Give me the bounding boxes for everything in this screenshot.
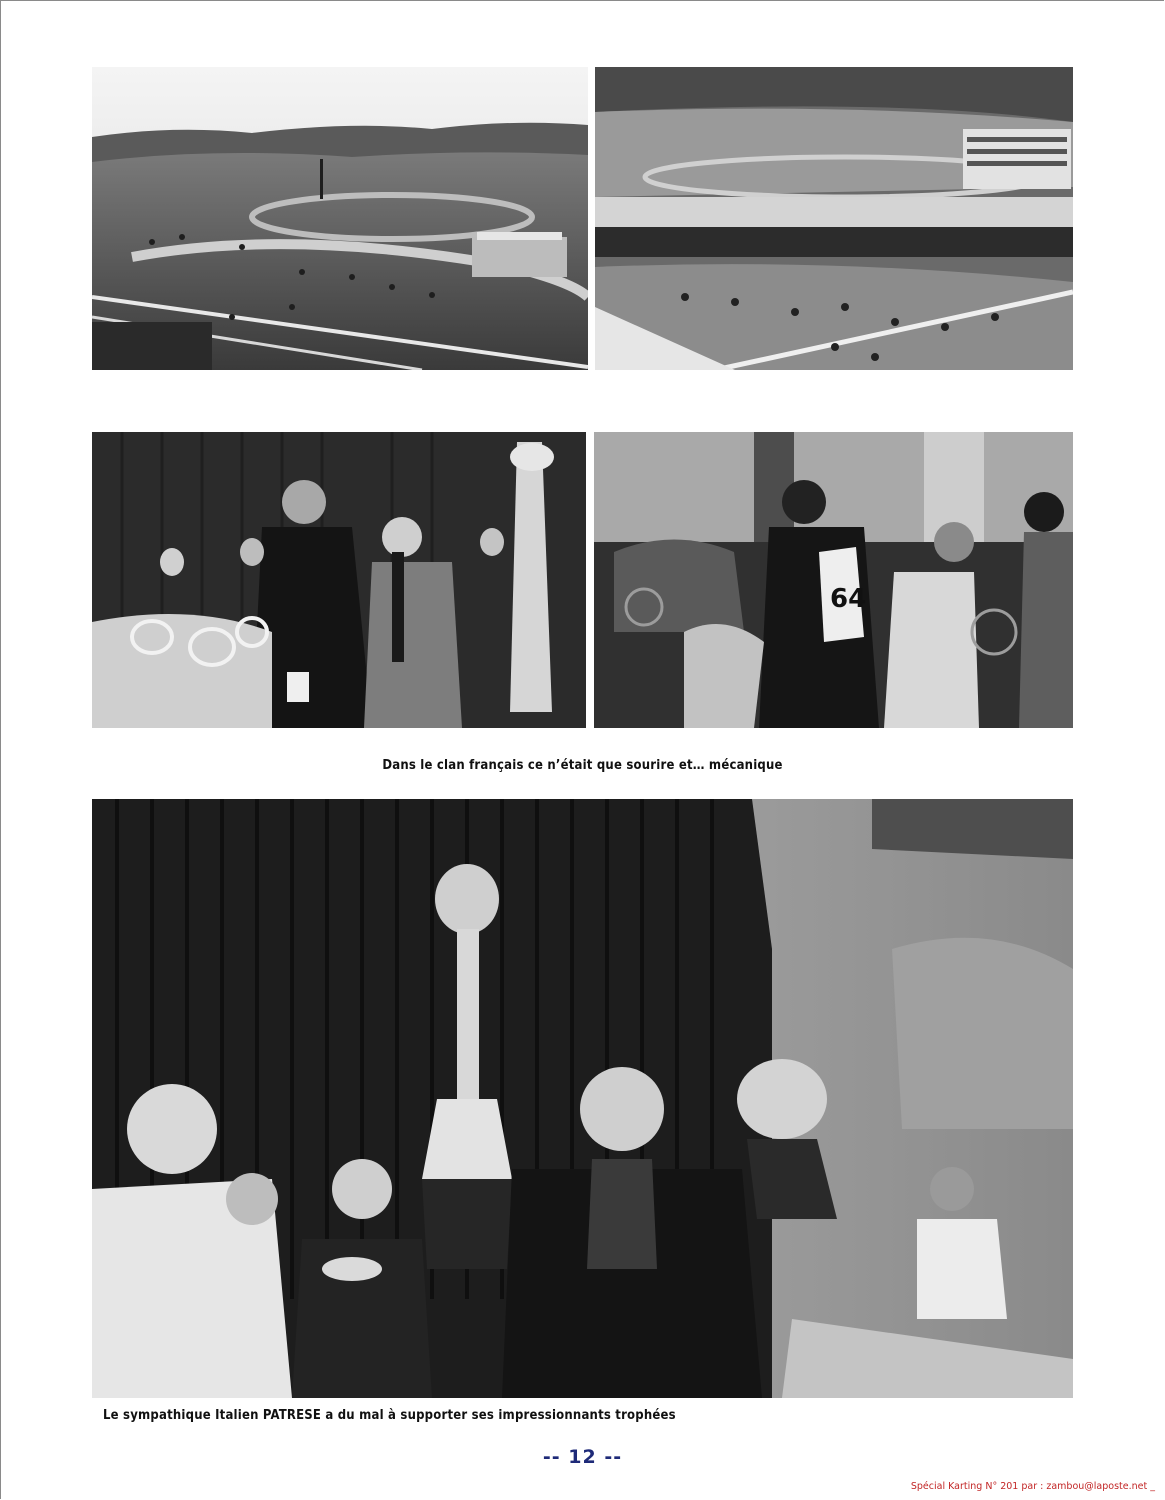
photo-patrese-trophies [92, 799, 1073, 1398]
photo-trophy-presentation [92, 432, 586, 728]
page-number: -- 12 -- [542, 1446, 623, 1468]
photo-drivers-mechanics [594, 432, 1073, 728]
svg-text:64: 64 [830, 584, 867, 614]
caption-french-clan: Dans le clan français ce n’était que sourire et… mécanique [382, 758, 783, 773]
caption-patrese: Le sympathique Italien PATRESE a du mal à supporter ses impressionnants trophées [103, 1408, 676, 1423]
footer-credit: Spécial Karting N° 201 par : zambou@laposte.net _ [910, 1481, 1155, 1492]
photo-karting-circuit-paddock [92, 67, 588, 370]
photo-karting-circuit-grandstand [595, 67, 1073, 370]
